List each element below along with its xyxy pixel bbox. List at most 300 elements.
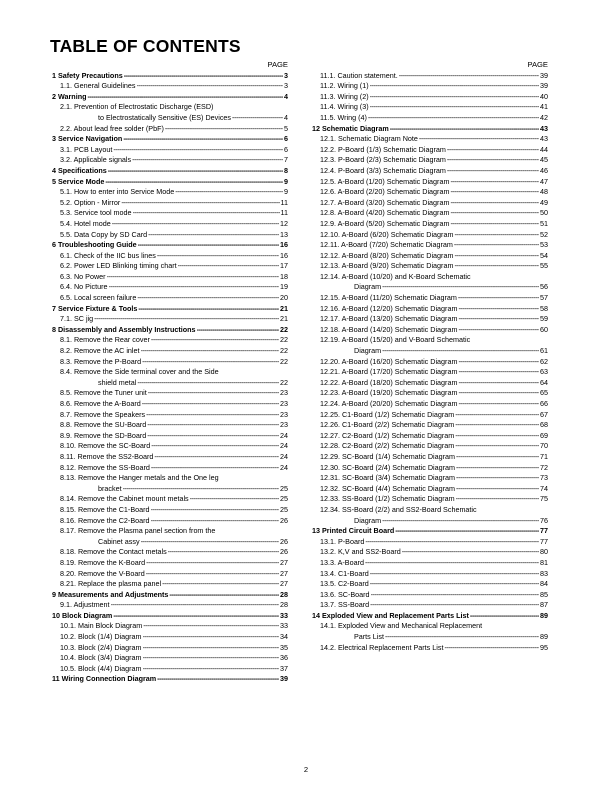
toc-section-entry[interactable] xyxy=(52,92,288,103)
toc-section-entry[interactable] xyxy=(52,304,288,315)
toc-subsection-entry[interactable] xyxy=(312,505,548,516)
dot-leader xyxy=(165,124,283,135)
dot-leader xyxy=(147,420,279,431)
toc-subsection-entry[interactable] xyxy=(312,240,548,251)
toc-entry-title: 10.2. Block (1/4) Diagram xyxy=(60,632,142,642)
toc-entry-title: 4 Specifications xyxy=(52,165,107,175)
dot-leader xyxy=(447,155,539,166)
toc-subsection-entry[interactable] xyxy=(312,293,548,304)
toc-subsection-entry[interactable] xyxy=(52,367,288,378)
toc-entry-title: 5.2. Option - Mirror xyxy=(60,197,121,207)
dot-leader xyxy=(109,282,279,293)
toc-entry-continuation[interactable] xyxy=(312,516,548,527)
dot-leader xyxy=(458,325,539,336)
toc-entry-page: 22 xyxy=(280,324,288,334)
toc-subsection-entry[interactable] xyxy=(312,388,548,399)
toc-entry-page: 47 xyxy=(540,176,548,186)
toc-subsection-entry[interactable] xyxy=(312,177,548,188)
toc-entry-continuation[interactable] xyxy=(312,282,548,293)
toc-subsection-entry[interactable] xyxy=(52,293,288,304)
toc-subsection-entry[interactable] xyxy=(52,452,288,463)
page-column-header: PAGE xyxy=(267,60,288,69)
dot-leader xyxy=(458,357,539,368)
dot-leader xyxy=(138,240,279,251)
toc-subsection-entry[interactable] xyxy=(52,579,288,590)
toc-subsection-entry[interactable] xyxy=(312,579,548,590)
toc-entry-page: 56 xyxy=(540,282,548,292)
toc-entry-title: 11.1. Caution statement. xyxy=(320,70,398,80)
toc-entry-page: 40 xyxy=(540,91,548,101)
dot-leader xyxy=(402,547,539,558)
toc-entry-title: 8.15. Remove the C1-Board xyxy=(60,504,150,514)
toc-entry-page: 4 xyxy=(284,112,288,122)
dot-leader xyxy=(142,357,279,368)
toc-subsection-entry[interactable] xyxy=(52,81,288,92)
toc-entry-title: 8.13. Remove the Hanger metals and the One leg xyxy=(60,473,219,483)
dot-leader xyxy=(370,102,539,113)
toc-entry-title: 12 Schematic Diagram xyxy=(312,123,389,133)
toc-subsection-entry[interactable] xyxy=(52,261,288,272)
toc-entry-title: 6.3. No Power xyxy=(60,271,106,281)
dot-leader xyxy=(137,81,283,92)
toc-entry-title: 1 Safety Precautions xyxy=(52,70,123,80)
toc-entry-continuation[interactable] xyxy=(52,484,288,495)
toc-entry-page: 69 xyxy=(540,430,548,440)
toc-subsection-entry[interactable] xyxy=(312,261,548,272)
toc-subsection-entry[interactable] xyxy=(52,526,288,537)
toc-entry-page: 84 xyxy=(540,579,548,589)
toc-subsection-entry[interactable] xyxy=(312,92,548,103)
toc-entry-page: 74 xyxy=(540,483,548,493)
dot-leader xyxy=(157,251,279,262)
toc-entry-title: 8.2. Remove the AC inlet xyxy=(60,346,140,356)
toc-entry-title: 13 Printed Circuit Board xyxy=(312,526,395,536)
toc-entry-title: 13.5. C2-Board xyxy=(320,579,369,589)
toc-entry-title: 12.7. A-Board (3/20) Schematic Diagram xyxy=(320,197,450,207)
dot-leader xyxy=(371,590,539,601)
toc-entry-title: Diagram xyxy=(354,282,382,292)
toc-entry-page: 11 xyxy=(280,208,288,218)
toc-subsection-entry[interactable] xyxy=(312,219,548,230)
toc-subsection-entry[interactable] xyxy=(312,558,548,569)
dot-leader xyxy=(456,473,539,484)
toc-section-entry[interactable] xyxy=(52,71,288,82)
toc-subsection-entry[interactable] xyxy=(52,664,288,675)
dot-leader xyxy=(162,579,279,590)
dot-leader xyxy=(94,314,279,325)
toc-subsection-entry[interactable] xyxy=(52,230,288,241)
dot-leader xyxy=(455,420,539,431)
dot-leader xyxy=(450,187,539,198)
toc-subsection-entry[interactable] xyxy=(312,134,548,145)
dot-leader xyxy=(232,113,283,124)
toc-subsection-entry[interactable] xyxy=(52,346,288,357)
toc-entry-page: 26 xyxy=(280,547,288,557)
toc-entry-title: 13.7. SS-Board xyxy=(320,600,370,610)
toc-entry-page: 33 xyxy=(280,621,288,631)
toc-entry-title: 12.3. P-Board (2/3) Schematic Diagram xyxy=(320,155,446,165)
toc-entry-title: 12.15. A-Board (11/20) Schematic Diagram xyxy=(320,293,457,303)
toc-entry-title: 14.2. Electrical Replacement Parts List xyxy=(320,642,444,652)
toc-entry-page: 39 xyxy=(540,70,548,80)
toc-subsection-entry[interactable] xyxy=(312,71,548,82)
toc-subsection-entry[interactable] xyxy=(52,420,288,431)
dot-leader xyxy=(370,81,539,92)
toc-entry-page: 68 xyxy=(540,420,548,430)
toc-entry-page: 51 xyxy=(540,218,548,228)
dot-leader xyxy=(146,569,279,580)
toc-entry-title: 12.4. P-Board (3/3) Schematic Diagram xyxy=(320,165,446,175)
toc-entry-title: 12.6. A-Board (2/20) Schematic Diagram xyxy=(320,187,450,197)
toc-entry-title: 10 Block Diagram xyxy=(52,610,113,620)
toc-subsection-entry[interactable] xyxy=(52,600,288,611)
toc-entry-page: 24 xyxy=(280,462,288,472)
toc-subsection-entry[interactable] xyxy=(312,251,548,262)
toc-entry-title: 8.9. Remove the SD-Board xyxy=(60,430,147,440)
toc-entry-title: to Electrostatically Sensitive (ES) Devices xyxy=(98,112,232,122)
toc-subsection-entry[interactable] xyxy=(52,653,288,664)
dot-leader xyxy=(382,282,539,293)
toc-entry-page: 89 xyxy=(540,610,548,620)
toc-subsection-entry[interactable] xyxy=(52,282,288,293)
toc-entry-title: 5.3. Service tool mode xyxy=(60,208,132,218)
dot-leader xyxy=(455,410,539,421)
toc-subsection-entry[interactable] xyxy=(52,632,288,643)
toc-subsection-entry[interactable] xyxy=(312,621,548,632)
toc-entry-page: 11 xyxy=(280,197,288,207)
toc-entry-title: 11.4. Wiring (3) xyxy=(320,102,369,112)
toc-subsection-entry[interactable] xyxy=(52,569,288,580)
toc-entry-title: 12.28. C2-Board (2/2) Schematic Diagram xyxy=(320,441,455,451)
toc-subsection-entry[interactable] xyxy=(312,357,548,368)
toc-entry-page: 58 xyxy=(540,303,548,313)
dot-leader xyxy=(458,304,539,315)
toc-entry-title: 12.32. SC-Board (4/4) Schematic Diagram xyxy=(320,483,456,493)
dot-leader xyxy=(458,314,539,325)
toc-entry-title: 7 Service Fixture & Tools xyxy=(52,303,138,313)
toc-subsection-entry[interactable] xyxy=(312,230,548,241)
toc-subsection-entry[interactable] xyxy=(52,431,288,442)
dot-leader xyxy=(470,611,539,622)
dot-leader xyxy=(151,516,280,527)
toc-subsection-entry[interactable] xyxy=(52,272,288,283)
toc-entry-page: 41 xyxy=(540,102,548,112)
toc-entry-title: 12.24. A-Board (20/20) Schematic Diagram xyxy=(320,399,458,408)
toc-entry-continuation[interactable] xyxy=(52,537,288,548)
toc-entry-page: 34 xyxy=(280,632,288,642)
toc-entry-page: 36 xyxy=(280,653,288,663)
dot-leader xyxy=(450,198,539,209)
toc-subsection-entry[interactable] xyxy=(312,198,548,209)
toc-entry-title: 5.5. Data Copy by SD Card xyxy=(60,229,148,239)
toc-column-right xyxy=(312,60,548,653)
toc-entry-title: 11.3. Wiring (2) xyxy=(320,91,369,101)
toc-subsection-entry[interactable] xyxy=(52,155,288,166)
toc-subsection-entry[interactable] xyxy=(312,325,548,336)
page-number: 2 xyxy=(303,765,309,774)
toc-subsection-entry[interactable] xyxy=(312,547,548,558)
dot-leader xyxy=(399,71,539,82)
dot-leader xyxy=(146,410,279,421)
dot-leader xyxy=(175,187,283,198)
toc-entry-title: 5.1. How to enter into Service Mode xyxy=(60,187,175,197)
toc-entry-title: 12.2. P-Board (1/3) Schematic Diagram xyxy=(320,144,446,154)
dot-leader xyxy=(450,219,539,230)
toc-entry-title: 5.4. Hotel mode xyxy=(60,218,111,228)
toc-entry-title: 12.31. SC-Board (3/4) Schematic Diagram xyxy=(320,473,456,483)
toc-entry-page: 35 xyxy=(280,642,288,652)
toc-section-entry[interactable] xyxy=(52,134,288,145)
toc-entry-page: 76 xyxy=(540,515,548,525)
toc-entry-page: 55 xyxy=(540,261,548,271)
toc-entry-title: 11 Wiring Connection Diagram xyxy=(52,674,157,684)
toc-entry-title: 12.34. SS-Board (2/2) and SS2-Board Schematic xyxy=(320,504,477,514)
toc-entry-page: 27 xyxy=(280,557,288,567)
toc-entry-page: 60 xyxy=(540,324,548,334)
toc-section-entry[interactable] xyxy=(312,526,548,537)
toc-entry-title: shield metal xyxy=(98,377,137,387)
dot-leader xyxy=(178,261,279,272)
toc-subsection-entry[interactable] xyxy=(52,463,288,474)
toc-subsection-entry[interactable] xyxy=(52,219,288,230)
toc-entry-continuation[interactable] xyxy=(52,113,288,124)
toc-entry-page: 6 xyxy=(284,144,288,154)
toc-entry-page: 50 xyxy=(540,208,548,218)
toc-subsection-entry[interactable] xyxy=(312,590,548,601)
toc-entry-page: 18 xyxy=(280,271,288,281)
toc-subsection-entry[interactable] xyxy=(312,102,548,113)
toc-entry-title: 11.2. Wiring (1) xyxy=(320,81,369,91)
toc-subsection-entry[interactable] xyxy=(52,505,288,516)
toc-section-entry[interactable] xyxy=(312,611,548,622)
toc-subsection-entry[interactable] xyxy=(312,399,548,410)
toc-subsection-entry[interactable] xyxy=(52,516,288,527)
toc-subsection-entry[interactable] xyxy=(52,643,288,654)
dot-leader xyxy=(111,600,279,611)
toc-entry-page: 4 xyxy=(284,91,288,101)
dot-leader xyxy=(157,674,279,685)
toc-subsection-entry[interactable] xyxy=(312,537,548,548)
toc-entry-page: 33 xyxy=(280,610,288,620)
toc-entry-page: 23 xyxy=(280,399,288,408)
toc-subsection-entry[interactable] xyxy=(312,420,548,431)
toc-subsection-entry[interactable] xyxy=(312,166,548,177)
toc-entry-title: 11.5. Wring (4) xyxy=(320,112,367,122)
toc-subsection-entry[interactable] xyxy=(52,494,288,505)
toc-entry-title: 12.19. A-Board (15/20) and V-Board Schematic xyxy=(320,335,471,345)
toc-subsection-entry[interactable] xyxy=(312,314,548,325)
toc-subsection-entry[interactable] xyxy=(312,81,548,92)
dot-leader xyxy=(365,537,539,548)
toc-entry-title: 8.11. Remove the SS2-Board xyxy=(60,451,154,461)
toc-entry-title: 8.6. Remove the A-Board xyxy=(60,399,141,408)
toc-entry-title: Diagram xyxy=(354,515,382,525)
toc-column-left xyxy=(52,60,288,685)
toc-entry-title: 12.29. SC-Board (1/4) Schematic Diagram xyxy=(320,451,456,461)
toc-entry-title: 8.1. Remove the Rear cover xyxy=(60,335,150,345)
toc-entry-page: 25 xyxy=(280,494,288,504)
toc-entry-title: 13.2. K,V and SS2-Board xyxy=(320,547,401,557)
toc-entry-page: 37 xyxy=(280,663,288,673)
toc-entry-title: 12.9. A-Board (5/20) Schematic Diagram xyxy=(320,218,450,228)
toc-subsection-entry[interactable] xyxy=(52,314,288,325)
toc-subsection-entry[interactable] xyxy=(312,452,548,463)
toc-entry-title: 12.22. A-Board (18/20) Schematic Diagram xyxy=(320,377,458,387)
toc-entry-page: 7 xyxy=(284,155,288,165)
toc-subsection-entry[interactable] xyxy=(52,621,288,632)
toc-entry-page: 63 xyxy=(540,367,548,377)
toc-subsection-entry[interactable] xyxy=(52,145,288,156)
toc-subsection-entry[interactable] xyxy=(312,187,548,198)
toc-subsection-entry[interactable] xyxy=(312,378,548,389)
toc-entry-page: 13 xyxy=(280,229,288,239)
toc-subsection-entry[interactable] xyxy=(52,558,288,569)
dot-leader xyxy=(113,611,279,622)
toc-subsection-entry[interactable] xyxy=(52,251,288,262)
toc-subsection-entry[interactable] xyxy=(52,187,288,198)
toc-subsection-entry[interactable] xyxy=(52,399,288,410)
toc-subsection-entry[interactable] xyxy=(52,473,288,484)
toc-entry-page: 61 xyxy=(540,346,548,356)
dot-leader xyxy=(455,431,539,442)
toc-entry-page: 57 xyxy=(540,293,548,303)
toc-subsection-entry[interactable] xyxy=(312,208,548,219)
toc-subsection-entry[interactable] xyxy=(52,441,288,452)
page-column-header: PAGE xyxy=(527,60,548,69)
dot-leader xyxy=(458,293,539,304)
toc-entry-page: 81 xyxy=(540,557,548,567)
toc-subsection-entry[interactable] xyxy=(312,410,548,421)
toc-subsection-entry[interactable] xyxy=(312,473,548,484)
toc-entry-title: 8.8. Remove the SU-Board xyxy=(60,420,147,430)
dot-leader xyxy=(138,304,279,315)
toc-entry-title: bracket xyxy=(98,483,122,493)
toc-subsection-entry[interactable] xyxy=(312,113,548,124)
toc-entry-page: 85 xyxy=(540,589,548,599)
toc-entry-title: Parts List xyxy=(354,632,384,642)
dot-leader xyxy=(370,600,539,611)
toc-entry-title: Cabinet assy xyxy=(98,536,140,546)
toc-entry-title: 6.2. Power LED Blinking timing chart xyxy=(60,261,177,271)
toc-entry-page: 62 xyxy=(540,356,548,366)
toc-subsection-entry[interactable] xyxy=(312,367,548,378)
dot-leader xyxy=(458,388,539,399)
toc-section-entry[interactable] xyxy=(312,124,548,135)
toc-entry-page: 20 xyxy=(280,293,288,303)
dot-leader xyxy=(143,643,280,654)
toc-entry-title: 2 Warning xyxy=(52,91,87,101)
toc-subsection-entry[interactable] xyxy=(312,600,548,611)
toc-subsection-entry[interactable] xyxy=(312,335,548,346)
dot-leader xyxy=(450,208,539,219)
toc-subsection-entry[interactable] xyxy=(52,124,288,135)
toc-subsection-entry[interactable] xyxy=(312,494,548,505)
toc-subsection-entry[interactable] xyxy=(52,102,288,113)
toc-entry-title: 13.4. C1-Board xyxy=(320,568,369,578)
toc-entry-continuation[interactable] xyxy=(312,346,548,357)
dot-leader xyxy=(87,92,283,103)
toc-entry-page: 48 xyxy=(540,187,548,197)
toc-entry-page: 77 xyxy=(540,536,548,546)
toc-entry-page: 24 xyxy=(280,451,288,461)
dot-leader xyxy=(133,208,280,219)
toc-entry-title: 8.17. Remove the Plasma panel section from the xyxy=(60,526,216,536)
toc-entry-page: 77 xyxy=(540,526,548,536)
dot-leader xyxy=(458,378,539,389)
toc-subsection-entry[interactable] xyxy=(52,198,288,209)
toc-entry-page: 53 xyxy=(540,240,548,250)
toc-entry-page: 23 xyxy=(280,409,288,419)
toc-subsection-entry[interactable] xyxy=(312,304,548,315)
toc-section-entry[interactable] xyxy=(52,240,288,251)
toc-entry-page: 16 xyxy=(280,240,288,250)
toc-entry-title: 8.12. Remove the SS-Board xyxy=(60,462,150,472)
toc-entry-page: 27 xyxy=(280,579,288,589)
toc-section-entry[interactable] xyxy=(52,177,288,188)
toc-subsection-entry[interactable] xyxy=(312,272,548,283)
toc-subsection-entry[interactable] xyxy=(312,441,548,452)
toc-section-entry[interactable] xyxy=(52,325,288,336)
toc-section-entry[interactable] xyxy=(52,590,288,601)
toc-entry-continuation[interactable] xyxy=(52,378,288,389)
toc-entry-title: 12.18. A-Board (14/20) Schematic Diagram xyxy=(320,324,458,334)
toc-entry-title: 3.2. Applicable signals xyxy=(60,155,132,165)
toc-subsection-entry[interactable] xyxy=(52,208,288,219)
dot-leader xyxy=(151,505,280,516)
toc-entry-page: 21 xyxy=(280,314,288,324)
toc-subsection-entry[interactable] xyxy=(52,335,288,346)
toc-entry-title: 8.10. Remove the SC-Board xyxy=(60,441,151,451)
toc-entry-title: 8.19. Remove the K-Board xyxy=(60,557,146,567)
toc-entry-page: 52 xyxy=(540,229,548,239)
toc-entry-title: 9.1. Adjustment xyxy=(60,600,110,610)
toc-section-entry[interactable] xyxy=(52,166,288,177)
toc-entry-title: 10.4. Block (3/4) Diagram xyxy=(60,653,142,663)
toc-subsection-entry[interactable] xyxy=(312,484,548,495)
toc-subsection-entry[interactable] xyxy=(312,155,548,166)
toc-entry-title: 8.18. Remove the Contact metals xyxy=(60,547,167,557)
dot-leader xyxy=(456,494,539,505)
toc-subsection-entry[interactable] xyxy=(312,145,548,156)
dot-leader xyxy=(419,134,539,145)
toc-entry-title: 12.26. C1-Board (2/2) Schematic Diagram xyxy=(320,420,455,430)
dot-leader xyxy=(458,367,539,378)
toc-subsection-entry[interactable] xyxy=(52,357,288,368)
dot-leader xyxy=(137,293,279,304)
toc-subsection-entry[interactable] xyxy=(312,463,548,474)
toc-section-entry[interactable] xyxy=(52,611,288,622)
toc-section-entry[interactable] xyxy=(52,674,288,685)
toc-subsection-entry[interactable] xyxy=(52,410,288,421)
toc-subsection-entry[interactable] xyxy=(52,388,288,399)
dot-leader xyxy=(112,219,279,230)
toc-entry-continuation[interactable] xyxy=(312,632,548,643)
toc-subsection-entry[interactable] xyxy=(52,547,288,558)
toc-entry-page: 66 xyxy=(540,399,548,408)
toc-subsection-entry[interactable] xyxy=(312,431,548,442)
dot-leader xyxy=(395,526,539,537)
toc-entry-page: 71 xyxy=(540,451,548,461)
toc-subsection-entry[interactable] xyxy=(312,569,548,580)
toc-entry-title: Diagram xyxy=(354,346,382,356)
toc-entry-page: 72 xyxy=(540,462,548,472)
toc-entry-title: 14 Exploded View and Replacement Parts List xyxy=(312,610,469,620)
dot-leader xyxy=(151,463,279,474)
dot-leader xyxy=(151,335,279,346)
toc-subsection-entry[interactable] xyxy=(312,643,548,654)
toc-entry-page: 39 xyxy=(540,81,548,91)
toc-entry-page: 3 xyxy=(284,70,288,80)
